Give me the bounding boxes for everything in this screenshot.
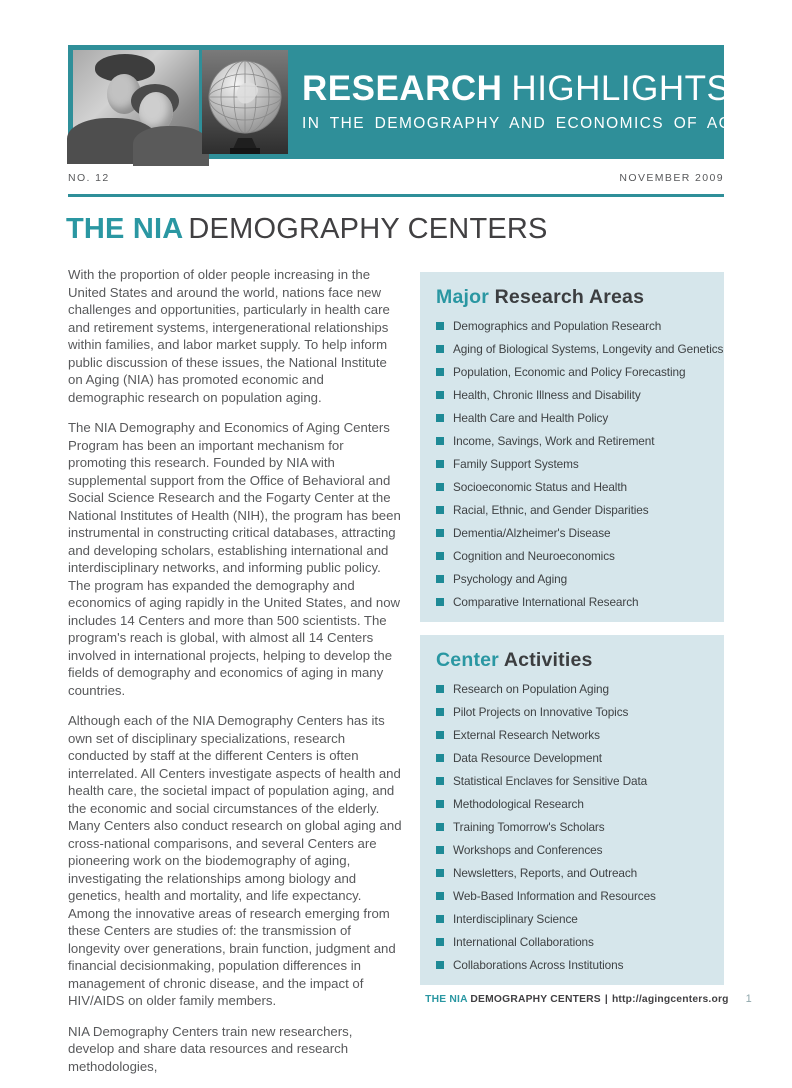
square-bullet-icon (436, 823, 444, 831)
square-bullet-icon (436, 437, 444, 445)
list-item-label: Income, Savings, Work and Retirement (453, 434, 655, 448)
list-item (434, 959, 710, 972)
list-item (434, 844, 710, 857)
list-item (434, 913, 710, 926)
page-footer (425, 993, 752, 1005)
sidebar (420, 272, 724, 998)
page-title (66, 213, 548, 246)
list-item (434, 821, 710, 834)
list-item-label: Methodological Research (453, 797, 584, 811)
square-bullet-icon (436, 846, 444, 854)
list-item-label: Population, Economic and Policy Forecasting (453, 365, 686, 379)
list-item (434, 504, 710, 517)
list-item (434, 366, 710, 379)
major-research-areas-list (434, 319, 724, 609)
box-title-accent: Major (436, 286, 490, 308)
page-title-rest: DEMOGRAPHY CENTERS (188, 213, 548, 245)
list-item (434, 936, 710, 949)
list-item (434, 412, 710, 425)
square-bullet-icon (436, 322, 444, 330)
list-item (434, 550, 710, 563)
list-item-label: Comparative International Research (453, 595, 639, 609)
list-item-label: Health Care and Health Policy (453, 411, 609, 425)
square-bullet-icon (436, 708, 444, 716)
footer-rest: DEMOGRAPHY CENTERS (470, 994, 601, 1005)
globe-icon (202, 50, 288, 154)
list-item (434, 798, 710, 811)
list-item-label: Socioeconomic Status and Health (453, 480, 627, 494)
list-item (434, 435, 710, 448)
list-item-label: Collaborations Across Institutions (453, 958, 624, 972)
square-bullet-icon (436, 892, 444, 900)
center-activities-box (420, 635, 724, 985)
banner-title-bold: RESEARCH (302, 69, 503, 108)
square-bullet-icon (436, 915, 444, 923)
globe-photo (202, 50, 288, 154)
square-bullet-icon (436, 777, 444, 785)
list-item (434, 683, 710, 696)
square-bullet-icon (436, 800, 444, 808)
list-item (434, 596, 710, 609)
box-title-accent: Center (436, 649, 499, 671)
square-bullet-icon (436, 598, 444, 606)
list-item-label: International Collaborations (453, 935, 594, 949)
banner-text (288, 45, 764, 159)
list-item (434, 752, 710, 765)
box-title (436, 287, 710, 307)
list-item (434, 342, 724, 356)
list-item-label: Health, Chronic Illness and Disability (453, 388, 641, 402)
square-bullet-icon (436, 731, 444, 739)
article-body (68, 266, 402, 1088)
footer-accent: THE NIA (425, 994, 468, 1005)
square-bullet-icon (436, 368, 444, 376)
list-item-label: Interdisciplinary Science (453, 912, 578, 926)
square-bullet-icon (436, 414, 444, 422)
list-item (434, 729, 710, 742)
list-item-label: Research on Population Aging (453, 682, 609, 696)
square-bullet-icon (436, 869, 444, 877)
list-item-label: Workshops and Conferences (453, 843, 603, 857)
box-title-rest: Research Areas (494, 286, 645, 308)
footer-separator: | (604, 994, 608, 1005)
list-item (434, 890, 710, 903)
list-item (434, 320, 710, 333)
list-item-label: Newsletters, Reports, and Outreach (453, 866, 638, 880)
banner-title-light: HIGHLIGHTS (511, 69, 731, 108)
square-bullet-icon (436, 460, 444, 468)
list-item (434, 481, 710, 494)
list-item-label: Demographics and Population Research (453, 319, 662, 333)
major-research-areas-box (420, 272, 724, 622)
body-paragraph: NIA Demography Centers train new researchers, develop and share data resources and research methodologies, (68, 1023, 353, 1074)
square-bullet-icon (436, 506, 444, 514)
list-item-label: Pilot Projects on Innovative Topics (453, 705, 629, 719)
page-number: 1 (745, 993, 752, 1005)
banner-title (302, 71, 764, 107)
issue-date: NOVEMBER 2009 (619, 172, 724, 184)
square-bullet-icon (436, 529, 444, 537)
list-item-label: External Research Networks (453, 728, 600, 742)
list-item-label: Training Tomorrow's Scholars (453, 820, 605, 834)
footer-url[interactable]: http://agingcenters.org (611, 994, 729, 1005)
list-item (434, 867, 710, 880)
list-item-label: Web-Based Information and Resources (453, 889, 656, 903)
square-bullet-icon (436, 391, 444, 399)
center-activities-list (434, 683, 710, 972)
issue-number: NO. 12 (68, 172, 110, 184)
square-bullet-icon (436, 938, 444, 946)
list-item-label: Aging of Biological Systems, Longevity and Genetics (453, 342, 724, 356)
square-bullet-icon (436, 483, 444, 491)
square-bullet-icon (436, 685, 444, 693)
banner-photos (68, 45, 288, 159)
box-title (436, 650, 710, 670)
banner (68, 45, 764, 159)
list-item-label: Data Resource Development (453, 751, 602, 765)
list-item (434, 389, 710, 402)
square-bullet-icon (436, 575, 444, 583)
divider-rule (68, 194, 724, 197)
list-item-label: Racial, Ethnic, and Gender Disparities (453, 503, 649, 517)
body-paragraph: With the proportion of older people increasing in the United States and around the world, nations face new challenges and opportunities, particularly in health care and retirement systems, intergenerational relationships within families, and labor market supply. To help inform public discussion of these issues, the National Institute on Aging (NIA) has promoted economic and demographic research on population aging. (68, 267, 390, 405)
list-item-label: Psychology and Aging (453, 572, 568, 586)
list-item (434, 458, 710, 471)
box-title-rest: Activities (503, 649, 593, 671)
issue-meta-row (68, 172, 724, 184)
list-item-label: Family Support Systems (453, 457, 579, 471)
page-title-accent: THE NIA (66, 213, 184, 245)
body-paragraph: Although each of the NIA Demography Centers has its own set of disciplinary specializations, research conducted by staff at the different Centers is often interrelated. All Centers investigate aspects of health and health care, the societal impact of population aging, and the economic and social circumstances of the elderly. Many Centers also conduct research on global aging and cross-national comparisons, and several Centers are pioneering work on the biodemography of aging, investigating the relationships among biology and genetics, health and mortality, and life expectancy. Among the innovative areas of research emerging from these Centers are studies of: the transmission of longevity over generations, brain function, judgment and financial decisionmaking, population differences in management of chronic disease, and the impact of HIV/AIDS on older family members. (68, 713, 402, 1008)
list-item (434, 573, 710, 586)
list-item-label: Cognition and Neuroeconomics (453, 549, 615, 563)
list-item (434, 775, 710, 788)
list-item-label: Dementia/Alzheimer's Disease (453, 526, 611, 540)
photo-detail (133, 126, 209, 166)
list-item-label: Statistical Enclaves for Sensitive Data (453, 774, 648, 788)
list-item (434, 706, 710, 719)
list-item (434, 527, 710, 540)
banner-subtitle: IN THE DEMOGRAPHY AND ECONOMICS OF AGING (302, 115, 764, 132)
square-bullet-icon (436, 754, 444, 762)
square-bullet-icon (436, 961, 444, 969)
body-paragraph: The NIA Demography and Economics of Aging Centers Program has been an important mechanism for promoting this research. Founded by NIA with supplemental support from the Office of Behavioral and Social Science Research and the Fogarty Center at the National Institutes of Health (NIH), the program has been instrumental in constructing critical databases, attracting and developing scholars, establishing international and interdisciplinary networks, and informing public policy. The program has expanded the demography and economics of aging rapidly in the United States, and now includes 14 Centers and more than 500 scientists. The program's reach is global, with almost all 14 Centers involved in international projects, helping to develop the fields of demography and economics of aging in many countries. (68, 420, 401, 698)
square-bullet-icon (436, 345, 444, 353)
square-bullet-icon (436, 552, 444, 560)
elderly-couple-photo (73, 50, 199, 154)
